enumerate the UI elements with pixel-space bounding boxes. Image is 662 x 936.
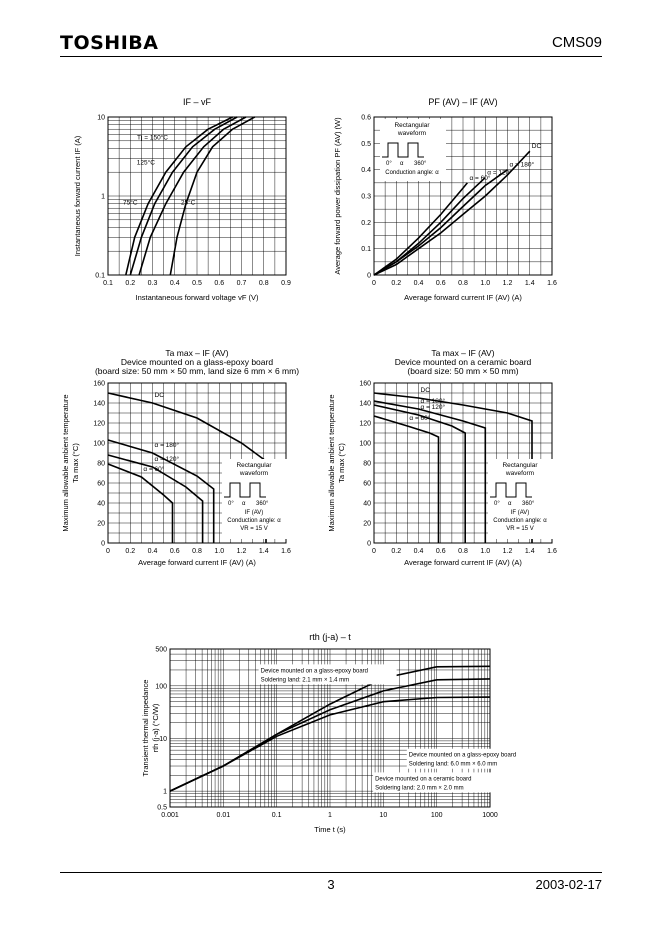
series-label: α = 60°	[469, 174, 491, 182]
chart-ta-glass	[61, 348, 299, 567]
annotation-text: Device mounted on a glass-epoxy board	[408, 752, 517, 759]
y-tick-label: 140	[93, 400, 105, 408]
inset-caption: VR = 15 V	[240, 526, 268, 532]
x-tick-label: 0.6	[435, 280, 446, 287]
y-tick-label: 120	[359, 420, 371, 428]
annotation-text: Soldering land: 6.0 mm × 6.0 mm	[408, 761, 498, 768]
inset-title: waveform	[505, 470, 535, 477]
series-label: α = 120°	[420, 404, 446, 411]
y-tick-label: 1	[163, 788, 167, 796]
x-tick-label: 1.4	[524, 548, 535, 555]
chart-title-line: (board size: 50 mm × 50 mm, land size 6 mm × 6 mm)	[94, 366, 300, 376]
y-tick-label: 140	[359, 400, 371, 408]
y-tick-label: 160	[93, 380, 105, 388]
y-axis-label: Maximum allowable ambient temperature	[61, 394, 70, 532]
y-axis-label: Instantaneous forward current IF (A)	[73, 135, 82, 257]
y-tick-label: 500	[155, 646, 167, 654]
chart-title: PF (AV) – IF (AV)	[428, 97, 498, 107]
x-tick-label: 1.4	[524, 280, 535, 287]
y-tick-label: 80	[97, 460, 105, 468]
y-tick-label: 80	[363, 460, 371, 468]
y-axis-label: Average forward power dissipation PF (AV) (W)	[333, 117, 342, 275]
inset-caption: VR = 15 V	[506, 526, 534, 532]
document-date: 2003-02-17	[535, 877, 602, 892]
series-label: α = 60°	[409, 415, 431, 422]
inset-caption: Conduction angle: α	[493, 518, 547, 524]
toshiba-logo: TOSHIBA	[60, 32, 159, 54]
curve-label: Tj = 150°C	[137, 134, 168, 142]
y-tick-label: 100	[93, 440, 105, 448]
chart-ta-ceramic	[327, 348, 557, 567]
y-tick-label: 60	[363, 480, 371, 488]
series-label: α = 60°	[143, 466, 165, 473]
x-tick-label: 0.8	[458, 280, 468, 287]
x-tick-label: 1.6	[547, 280, 557, 287]
y-tick-label: 1	[101, 193, 105, 201]
x-tick-label: 1	[328, 812, 332, 819]
y-tick-label: 120	[93, 420, 105, 428]
y-axis-label: Ta max (°C)	[71, 443, 80, 483]
x-tick-label: 1.2	[236, 548, 247, 555]
x-tick-label: 0.8	[258, 280, 269, 287]
chart-title-line: (board size: 50 mm × 50 mm)	[407, 366, 519, 376]
x-tick-label: 0.1	[103, 280, 113, 287]
chart-pf-if	[333, 97, 557, 302]
annotation-text: Device mounted on a glass-epoxy board	[260, 668, 369, 675]
waveform-label: 0°	[494, 501, 500, 507]
y-axis-label: Transient thermal impedance	[141, 679, 150, 777]
x-tick-label: 10	[379, 812, 388, 819]
x-tick-label: 0.9	[281, 280, 291, 287]
series-label: α = 180°	[509, 161, 535, 169]
y-tick-label: 0.5	[361, 140, 371, 148]
series-label: α = 120°	[487, 169, 512, 177]
x-axis-label: Time t (s)	[314, 825, 346, 834]
series-line	[374, 416, 439, 543]
waveform-label: α	[508, 501, 512, 507]
x-tick-label: 0	[372, 548, 376, 555]
series-label: DC	[420, 387, 430, 394]
y-tick-label: 100	[155, 683, 167, 691]
inset-title: waveform	[397, 130, 427, 137]
inset-title: Rectangular	[236, 462, 272, 469]
x-tick-label: 0.6	[169, 548, 180, 555]
curve-label: 25°C	[180, 199, 196, 207]
y-tick-label: 160	[359, 380, 371, 388]
series-line	[108, 464, 173, 543]
annotation-text: Soldering land: 2.0 mm × 2.0 mm	[375, 785, 464, 792]
x-tick-label: 0	[372, 280, 376, 287]
waveform-label: α	[400, 161, 404, 167]
chart-title-line: Device mounted on a glass-epoxy board	[120, 357, 274, 367]
x-tick-label: 0.7	[236, 280, 247, 287]
x-tick-label: 0.2	[125, 280, 136, 287]
x-tick-label: 0.2	[125, 548, 136, 555]
page-number: 3	[327, 877, 335, 892]
waveform-label: 360°	[256, 501, 269, 507]
inset-caption: IF (AV)	[244, 510, 264, 516]
y-tick-label: 0	[101, 540, 105, 548]
x-tick-label: 0	[106, 548, 110, 555]
x-axis-label: Average forward current IF (AV) (A)	[404, 558, 522, 567]
y-tick-label: 20	[97, 520, 105, 528]
annotation-text: Soldering land: 2.1 mm × 1.4 mm	[260, 677, 350, 684]
y-tick-label: 0.5	[157, 804, 167, 812]
y-tick-label: 10	[159, 735, 167, 743]
chart-title-line: Ta max – IF (AV)	[431, 348, 495, 358]
y-axis-label: Ta max (°C)	[337, 443, 346, 483]
x-tick-label: 0.2	[391, 280, 402, 287]
chart-title-line: Device mounted on a ceramic board	[394, 357, 532, 367]
x-tick-label: 1.4	[258, 548, 269, 555]
x-tick-label: 0.4	[413, 280, 424, 287]
y-tick-label: 100	[359, 440, 371, 448]
inset-title: waveform	[239, 470, 269, 477]
chart-title-line: Ta max – IF (AV)	[165, 348, 229, 358]
x-tick-label: 0.5	[192, 280, 202, 287]
waveform-label: 0°	[228, 501, 234, 507]
waveform-label: 0°	[386, 161, 392, 167]
chart-if-vf	[73, 97, 291, 302]
x-tick-label: 0.1	[271, 812, 282, 819]
y-axis-label: rth (j-a) (°C/W)	[151, 703, 160, 753]
x-tick-label: 1.0	[480, 280, 491, 287]
series-label: α = 180°	[420, 398, 446, 405]
x-tick-label: 1.6	[281, 548, 291, 555]
inset-caption: IF (AV)	[510, 510, 530, 516]
series-label: α = 180°	[154, 442, 180, 449]
inset-title: Rectangular	[394, 122, 430, 129]
waveform-label: α	[242, 501, 246, 507]
chart-rth-t	[141, 632, 545, 834]
series-label: DC	[531, 143, 542, 151]
y-tick-label: 0	[367, 272, 371, 280]
x-tick-label: 1.0	[480, 548, 491, 555]
x-axis-label: Average forward current IF (AV) (A)	[138, 558, 256, 567]
x-tick-label: 0.8	[192, 548, 202, 555]
y-tick-label: 0.4	[361, 167, 371, 175]
x-tick-label: 1000	[482, 812, 498, 819]
x-tick-label: 0.3	[147, 280, 158, 287]
series-label: DC	[154, 392, 164, 399]
y-tick-label: 0.3	[361, 193, 371, 201]
y-tick-label: 40	[363, 500, 371, 508]
x-tick-label: 0.2	[391, 548, 402, 555]
inset-caption: Conduction angle: α	[227, 518, 281, 524]
x-tick-label: 1.6	[547, 548, 557, 555]
waveform-label: 360°	[414, 161, 427, 167]
x-tick-label: 0.01	[216, 812, 231, 819]
series-label: α = 120°	[154, 456, 180, 463]
y-tick-label: 20	[363, 520, 371, 528]
inset-caption: Conduction angle: α	[385, 170, 439, 176]
x-tick-label: 0.001	[161, 812, 179, 819]
y-tick-label: 0.1	[361, 246, 371, 254]
annotation-text: Device mounted on a ceramic board	[375, 776, 472, 783]
x-tick-label: 1.2	[502, 548, 513, 555]
y-tick-label: 0	[367, 540, 371, 548]
x-axis-label: Instantaneous forward voltage vF (V)	[135, 293, 259, 302]
y-tick-label: 0.2	[361, 219, 371, 227]
x-tick-label: 1.2	[502, 280, 513, 287]
x-tick-label: 0.6	[214, 280, 225, 287]
x-tick-label: 0.4	[413, 548, 424, 555]
waveform-label: 360°	[522, 501, 535, 507]
chart-title: IF – vF	[182, 97, 212, 107]
y-tick-label: 0.1	[95, 272, 105, 280]
x-tick-label: 0.4	[147, 548, 158, 555]
y-tick-label: 10	[97, 114, 105, 122]
chart-title: rth (j-a) – t	[309, 632, 351, 642]
series-line	[374, 405, 465, 543]
y-tick-label: 60	[97, 480, 105, 488]
y-tick-label: 40	[97, 500, 105, 508]
x-tick-label: 0.8	[458, 548, 468, 555]
x-tick-label: 100	[430, 812, 443, 819]
inset-title: Rectangular	[502, 462, 538, 469]
x-tick-label: 0.6	[435, 548, 446, 555]
x-axis-label: Average forward current IF (AV) (A)	[404, 293, 522, 302]
part-number: CMS09	[551, 34, 602, 51]
x-tick-label: 1.0	[214, 548, 225, 555]
x-tick-label: 0.4	[169, 280, 180, 287]
y-axis-label: Maximum allowable ambient temperature	[327, 394, 336, 532]
y-tick-label: 0.6	[361, 114, 371, 122]
curve-label: 125°C	[136, 159, 155, 167]
curve-label: 75°C	[122, 199, 138, 207]
series-line	[374, 183, 467, 275]
